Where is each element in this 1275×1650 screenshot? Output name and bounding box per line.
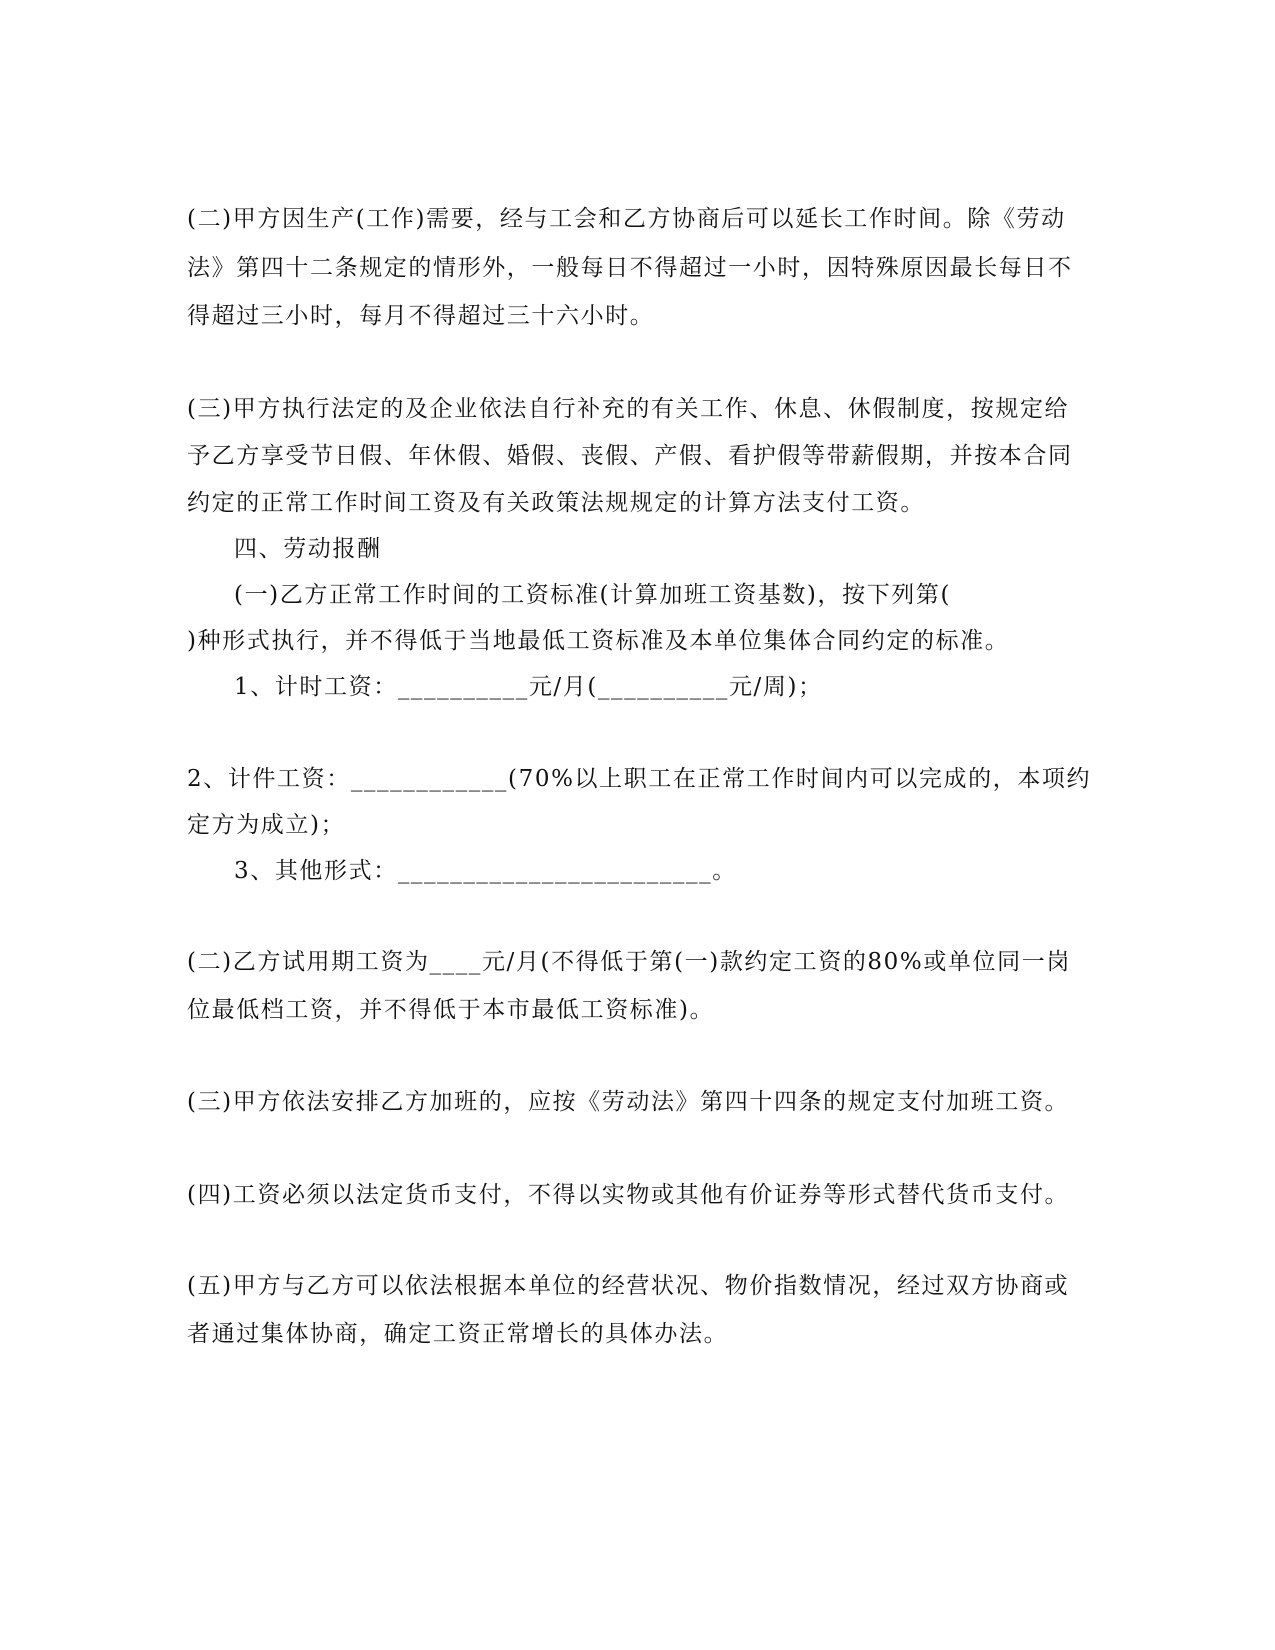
paragraph-overtime-line-3: 得超过三小时，每月不得超过三十六小时。 bbox=[187, 303, 655, 329]
paragraph-overtime-line-1: (二)甲方因生产(工作)需要，经与工会和乙方协商后可以延长工作时间。除《劳动 bbox=[187, 206, 1066, 232]
paragraph-leave-line-3: 约定的正常工作时间工资及有关政策法规规定的计算方法支付工资。 bbox=[187, 490, 925, 516]
list-item-piece-wage-line-2: 定方为成立)； bbox=[187, 812, 346, 838]
list-item-other-form: 3、其他形式：________________________。 bbox=[234, 858, 737, 884]
paragraph-probation-wage-line-1: (二)乙方试用期工资为____元/月(不得低于第(一)款约定工资的80%或单位同一岗 bbox=[187, 949, 1071, 975]
paragraph-probation-wage-line-2: 位最低档工资，并不得低于本市最低工资标准)。 bbox=[187, 997, 715, 1023]
section-heading: 四、劳动报酬 bbox=[234, 536, 382, 562]
paragraph-wage-growth-line-2: 者通过集体协商，确定工资正常增长的具体办法。 bbox=[187, 1321, 729, 1347]
list-item-hourly-wage: 1、计时工资：__________元/月(__________元/周)； bbox=[234, 674, 823, 700]
paragraph-overtime-pay: (三)甲方依法安排乙方加班的，应按《劳动法》第四十四条的规定支付加班工资。 bbox=[187, 1089, 1070, 1115]
paragraph-overtime-line-2: 法》第四十二条规定的情形外，一般每日不得超过一小时，因特殊原因最长每日不 bbox=[187, 255, 1073, 281]
paragraph-wage-standard-line-1: (一)乙方正常工作时间的工资标准(计算加班工资基数)，按下列第( bbox=[234, 582, 952, 608]
paragraph-wage-standard-line-2: )种形式执行，并不得低于当地最低工资标准及本单位集体合同约定的标准。 bbox=[187, 628, 1010, 654]
paragraph-legal-currency: (四)工资必须以法定货币支付，不得以实物或其他有价证券等形式替代货币支付。 bbox=[187, 1182, 1070, 1208]
paragraph-wage-growth-line-1: (五)甲方与乙方可以依法根据本单位的经营状况、物价指数情况，经过双方协商或 bbox=[187, 1273, 1070, 1299]
paragraph-leave-line-2: 予乙方享受节日假、年休假、婚假、丧假、产假、看护假等带薪假期，并按本合同 bbox=[187, 443, 1073, 469]
paragraph-leave-line-1: (三)甲方执行法定的及企业依法自行补充的有关工作、休息、休假制度，按规定给 bbox=[187, 396, 1070, 422]
list-item-piece-wage-line-1: 2、计件工资：____________(70%以上职工在正常工作时间内可以完成的，本项约 bbox=[187, 766, 1092, 792]
